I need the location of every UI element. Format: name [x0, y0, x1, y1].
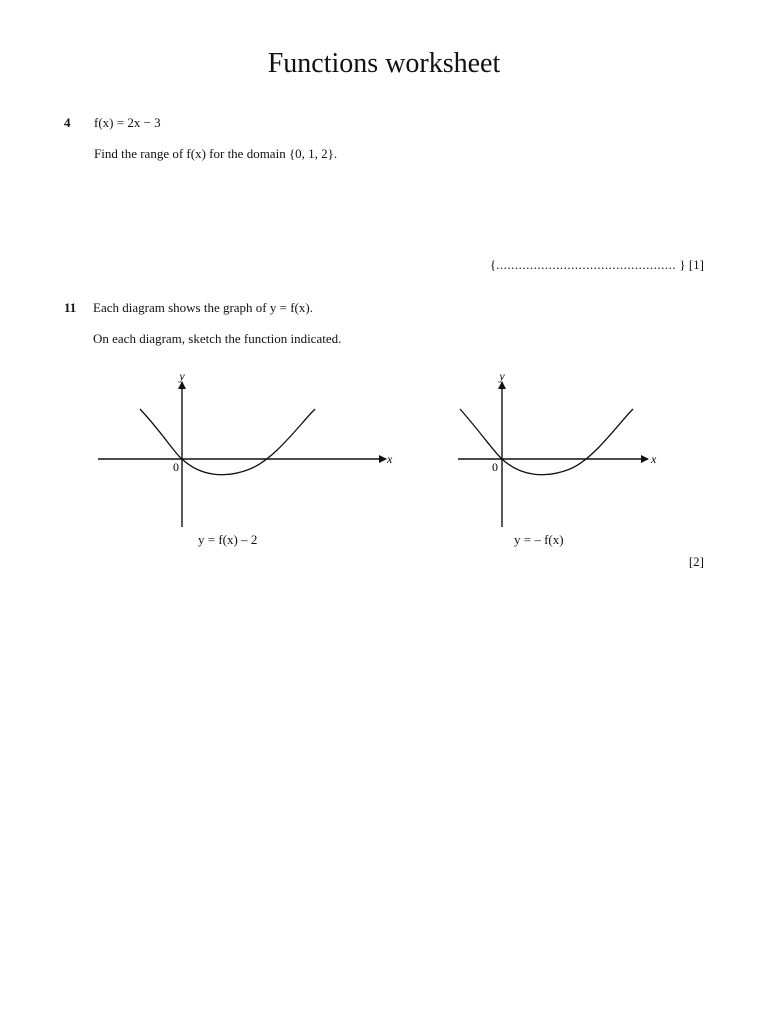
diagram-2-x-label: x: [651, 452, 657, 466]
answer-close-brace: }: [679, 257, 686, 272]
diagram-1-x-label: x: [387, 452, 393, 466]
diagram-2-y-label: y: [499, 369, 505, 383]
question-4-marks: [1]: [688, 257, 704, 272]
diagram-2-graph[interactable]: [452, 364, 672, 534]
question-11-prompt: Each diagram shows the graph of y = f(x).: [93, 300, 313, 315]
question-4-number: 4: [64, 115, 71, 130]
question-11-instruction: On each diagram, sketch the function indicated.: [93, 331, 342, 346]
diagram-1-origin-label: 0: [173, 460, 179, 474]
diagram-1-caption: y = f(x) – 2: [198, 532, 258, 547]
diagram-1-curve: [140, 409, 315, 475]
question-11-number: 11: [64, 300, 77, 315]
answer-open-brace: {: [489, 257, 497, 272]
diagram-1-graph[interactable]: [90, 364, 400, 534]
answer-dots: ................................................: [496, 257, 677, 272]
page-title: Functions worksheet: [267, 48, 501, 79]
question-4-function: f(x) = 2x − 3: [94, 115, 161, 130]
diagram-1-y-label: y: [179, 369, 185, 383]
question-11-marks: [2]: [688, 554, 704, 569]
diagram-2-caption: y = – f(x): [514, 532, 564, 547]
diagram-2-curve: [460, 409, 633, 475]
question-4-answer-line[interactable]: [490, 256, 704, 274]
diagram-2-origin-label: 0: [492, 460, 498, 474]
question-4-prompt: Find the range of f(x) for the domain {0, 1, 2}.: [94, 146, 338, 161]
